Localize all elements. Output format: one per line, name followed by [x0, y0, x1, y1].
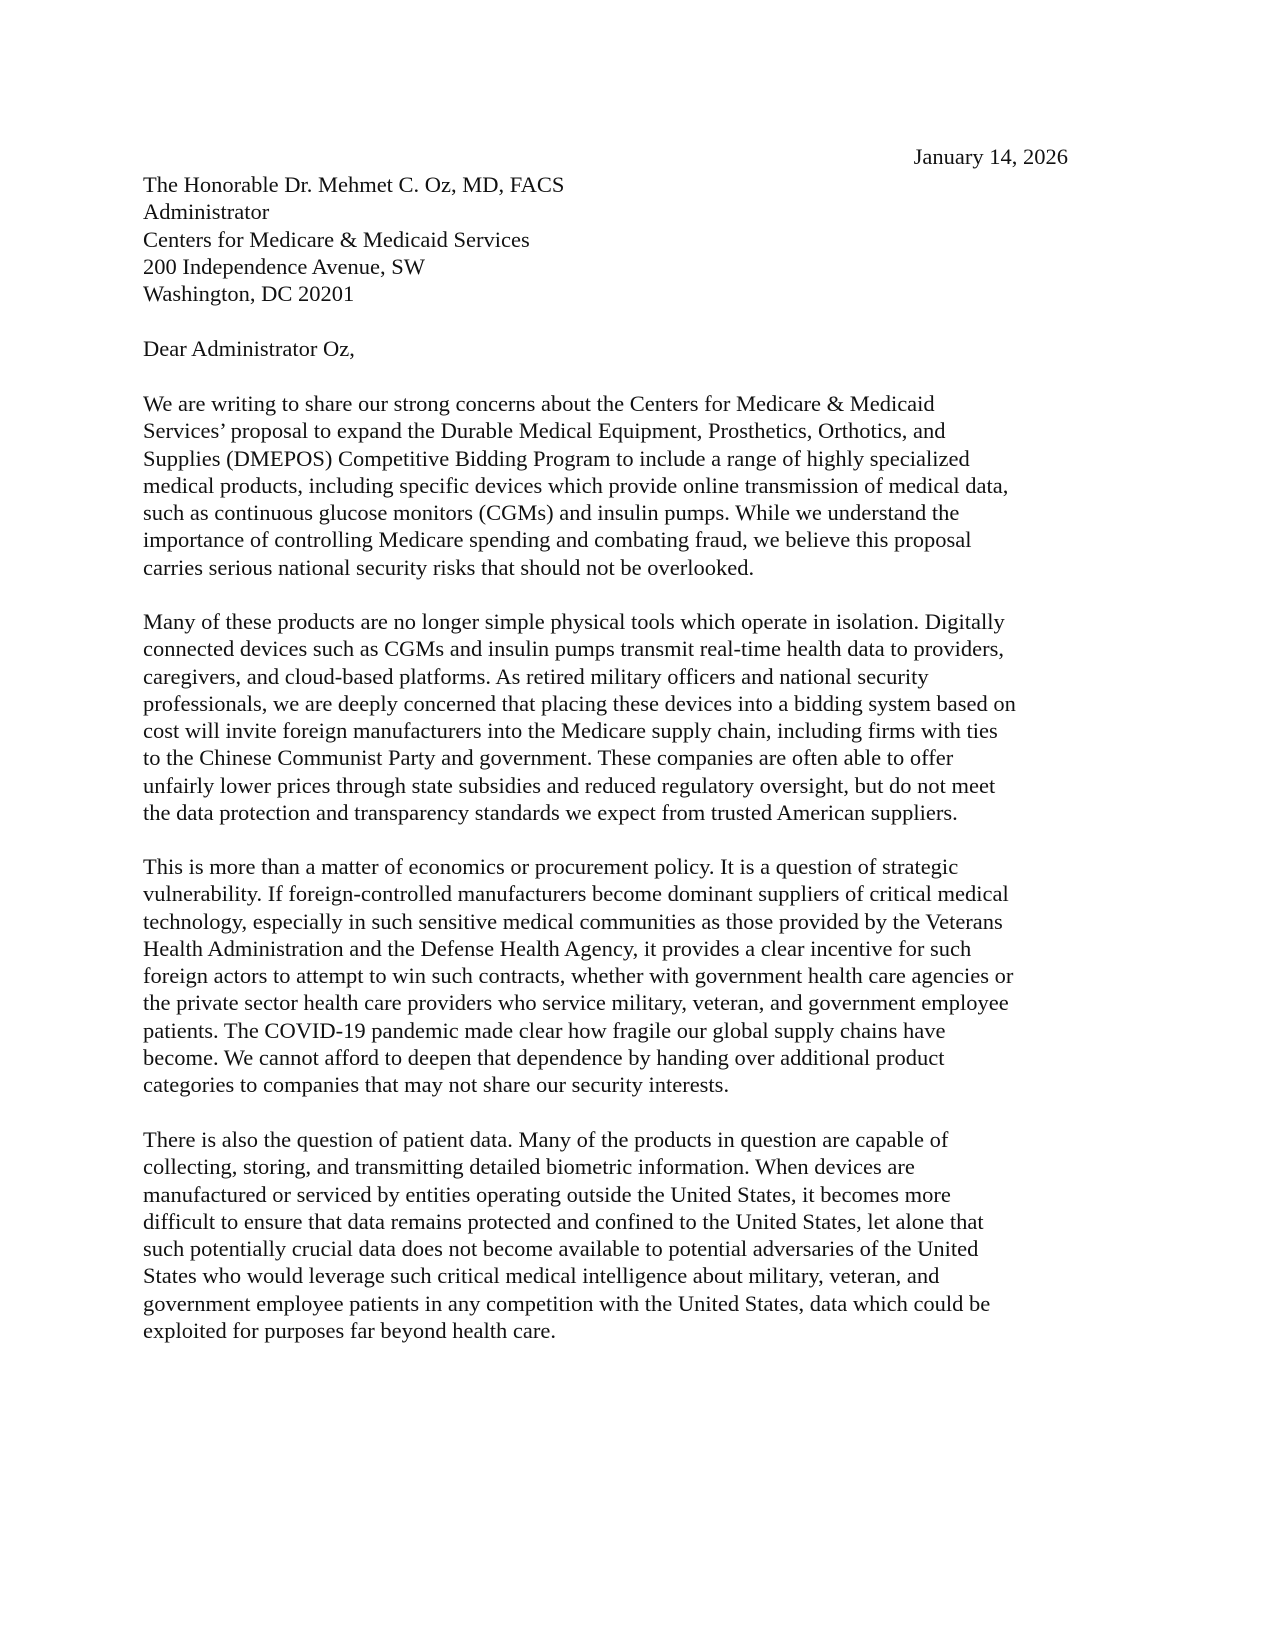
paragraph-line: connected devices such as CGMs and insulin pumps transmit real-time health data to providers, [143, 636, 1005, 662]
recipient-title: Administrator [143, 199, 270, 225]
paragraph-line: States who would leverage such critical medical intelligence about military, veteran, and [143, 1263, 940, 1289]
paragraph-1 [143, 390, 1143, 581]
paragraph-line: professionals, we are deeply concerned that placing these devices into a bidding system based on [143, 690, 1016, 716]
recipient-agency: Centers for Medicare & Medicaid Services [143, 226, 530, 252]
paragraph-line: such potentially crucial data does not become available to potential adversaries of the United [143, 1236, 979, 1262]
paragraph-line: There is also the question of patient data. Many of the products in question are capable of [143, 1127, 949, 1152]
paragraph-line: collecting, storing, and transmitting detailed biometric information. When devices are [143, 1154, 915, 1180]
paragraph-line: government employee patients in any competition with the United States, data which could be [143, 1290, 991, 1316]
paragraph-line: unfairly lower prices through state subsidies and reduced regulatory oversight, but do not meet [143, 772, 996, 798]
paragraph-line: Many of these products are no longer simple physical tools which operate in isolation. Digitally [143, 609, 1005, 634]
paragraph-line: cost will invite foreign manufacturers into the Medicare supply chain, including firms with ties [143, 718, 998, 744]
paragraph-line: the private sector health care providers who service military, veteran, and government employee [143, 990, 1009, 1016]
recipient-name: The Honorable Dr. Mehmet C. Oz, MD, FACS [143, 172, 565, 197]
paragraph-2 [143, 608, 1143, 826]
recipient-address [143, 171, 1143, 307]
letter-date: January 14, 2026 [913, 144, 1068, 169]
paragraph-line: medical products, including specific devices which provide online transmission of medical data, [143, 472, 1009, 498]
paragraph-line: difficult to ensure that data remains protected and confined to the United States, let alone that [143, 1208, 984, 1234]
paragraph-line: This is more than a matter of economics or procurement policy. It is a question of strategic [143, 854, 959, 879]
paragraph-line: Services’ proposal to expand the Durable Medical Equipment, Prosthetics, Orthotics, and [143, 418, 946, 444]
paragraph-line: technology, especially in such sensitive medical communities as those provided by the Veterans [143, 908, 1003, 934]
paragraph-line: such as continuous glucose monitors (CGMs) and insulin pumps. While we understand the [143, 500, 960, 526]
recipient-street: 200 Independence Avenue, SW [143, 253, 425, 279]
paragraph-line: caregivers, and cloud-based platforms. As retired military officers and national security [143, 663, 929, 689]
paragraph-line: categories to companies that may not share our security interests. [143, 1072, 730, 1098]
salutation: Dear Administrator Oz, [143, 336, 355, 361]
paragraph-line: We are writing to share our strong concerns about the Centers for Medicare & Medicaid [143, 391, 935, 416]
paragraph-line: vulnerability. If foreign-controlled manufacturers become dominant suppliers of critical medical [143, 881, 1009, 907]
paragraph-line: exploited for purposes far beyond health care. [143, 1318, 556, 1344]
recipient-city: Washington, DC 20201 [143, 281, 355, 307]
paragraph-line: Health Administration and the Defense Health Agency, it provides a clear incentive for such [143, 935, 972, 961]
paragraph-line: importance of controlling Medicare spending and combating fraud, we believe this proposal [143, 527, 972, 553]
paragraph-line: become. We cannot afford to deepen that dependence by handing over additional product [143, 1045, 945, 1071]
paragraph-line: Supplies (DMEPOS) Competitive Bidding Program to include a range of highly specialized [143, 445, 970, 471]
paragraph-line: the data protection and transparency standards we expect from trusted American suppliers. [143, 800, 958, 826]
paragraph-line: carries serious national security risks that should not be overlooked. [143, 554, 755, 580]
paragraph-line: manufactured or serviced by entities operating outside the United States, it becomes more [143, 1181, 951, 1207]
paragraph-line: to the Chinese Communist Party and government. These companies are often able to offer [143, 745, 954, 771]
paragraph-line: foreign actors to attempt to win such contracts, whether with government health care agencies or [143, 963, 1014, 989]
paragraph-line: patients. The COVID-19 pandemic made clear how fragile our global supply chains have [143, 1017, 946, 1043]
paragraph-4 [143, 1126, 1143, 1344]
paragraph-3 [143, 853, 1143, 1099]
